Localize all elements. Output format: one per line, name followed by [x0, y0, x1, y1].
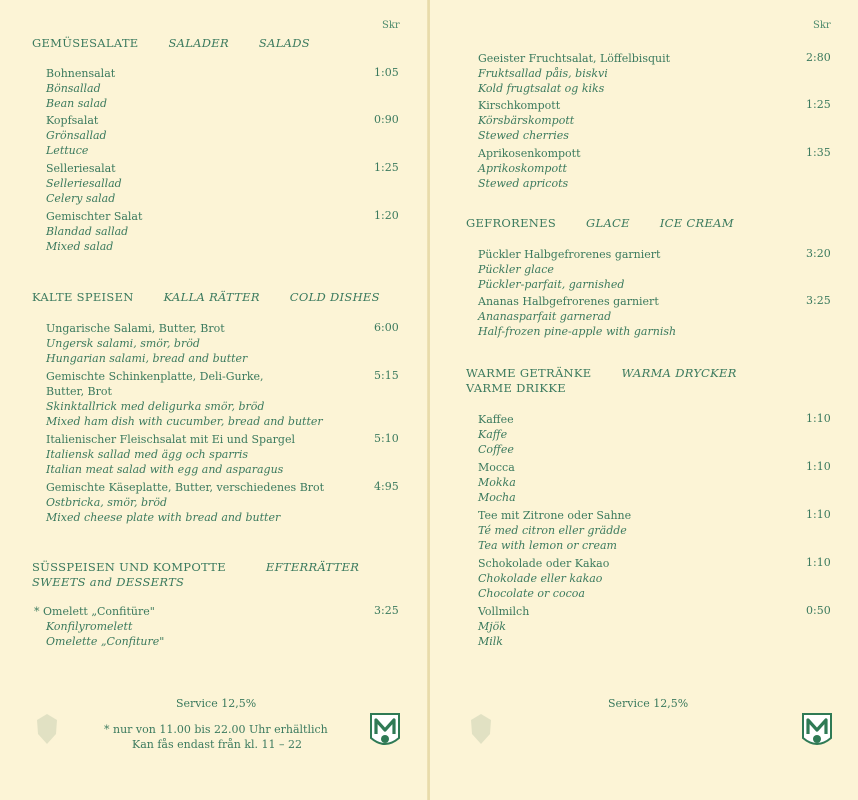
- price: 1:10: [806, 508, 831, 521]
- currency-label: Skr: [382, 20, 400, 31]
- emblem-icon: [34, 712, 60, 746]
- price: 1:05: [374, 66, 399, 79]
- service-charge: Service 12,5%: [176, 697, 257, 710]
- price: 5:10: [374, 432, 399, 445]
- currency-label: Skr: [813, 20, 831, 31]
- menu-item: Kopfsalat Grönsallad Lettuce: [46, 114, 107, 157]
- price: 0:50: [806, 604, 831, 617]
- menu-item: Gemischte Käseplatte, Butter, verschiedenes Brot Ostbricka, smör, bröd Mixed cheese plate with bread and butter: [46, 481, 325, 524]
- menu-item: Kaffee Kaffe Coffee: [478, 413, 514, 456]
- menu-item: Mocca Mokka Mocha: [478, 461, 516, 504]
- price: 3:25: [374, 604, 399, 617]
- menu-item: Aprikosenkompott Aprikoskompott Stewed apricots: [478, 147, 581, 190]
- price: 3:25: [806, 294, 831, 307]
- availability-note-sv: Kan fås endast från kl. 11 – 22: [132, 738, 303, 751]
- price: 5:15: [374, 369, 399, 382]
- menu-item: Schokolade oder Kakao Chokolade eller kakao Chocolate or cocoa: [478, 557, 610, 600]
- menu-item: Gemischter Salat Blandad sallad Mixed salad: [46, 210, 143, 253]
- price: 1:35: [806, 146, 831, 159]
- menu-item: Ungarische Salami, Butter, Brot Ungersk salami, smör, bröd Hungarian salami, bread and butter: [46, 322, 248, 365]
- menu-item: Geeister Fruchtsalat, Löffelbisquit Fruktsallad påis, biskvi Kold frugtsalat og kiks: [478, 52, 671, 95]
- salads-heading: GEMÜSESALATE SALADER SALADS: [32, 36, 310, 50]
- warm-drinks-heading: WARME GETRÄNKE WARMA DRYCKER VARME DRIKKE: [466, 366, 737, 395]
- service-charge: Service 12,5%: [608, 697, 689, 710]
- sweets-heading: SÜSSPEISEN UND KOMPOTTE EFTERRÄTTER SWEETS and DESSERTS: [32, 560, 360, 589]
- menu-item: Gemischte Schinkenplatte, Deli-Gurke, Butter, Brot Skinktallrick med deligurka smör, bröd Mixed ham dish with cucumber, bread and butter: [46, 370, 323, 428]
- menu-item: Tee mit Zitrone oder Sahne Té med citron eller grädde Tea with lemon or cream: [478, 509, 632, 552]
- menu-item: Bohnensalat Bönsallad Bean salad: [46, 67, 116, 110]
- menu-item: Italienischer Fleischsalat mit Ei und Spargel Italiensk sallad med ägg och sparris Italian meat salad with egg and asparagus: [46, 433, 295, 476]
- m-logo-icon: [800, 710, 834, 750]
- menu-item: Vollmilch Mjök Milk: [478, 605, 530, 648]
- ice-cream-heading: GEFRORENES GLACE ICE CREAM: [466, 216, 734, 230]
- menu-item: * Omelett „Confitüre" Konfilyromelett Omelette „Confiture": [34, 605, 165, 648]
- menu-item: Ananas Halbgefrorenes garniert Ananasparfait garnerad Half-frozen pine-apple with garnish: [478, 295, 677, 338]
- emblem-icon: [468, 712, 494, 746]
- cold-dishes-heading: KALTE SPEISEN KALLA RÄTTER COLD DISHES: [32, 290, 380, 304]
- menu-item: Kirschkompott Körsbärskompott Stewed cherries: [478, 99, 575, 142]
- left-page: [0, 0, 428, 800]
- right-page: [430, 0, 858, 800]
- menu-item: Pückler Halbgefrorenes garniert Pückler glace Pückler-parfait, garnished: [478, 248, 661, 291]
- availability-note-de: * nur von 11.00 bis 22.00 Uhr erhältlich: [104, 723, 328, 736]
- price: 1:20: [374, 209, 399, 222]
- price: 2:80: [806, 51, 831, 64]
- price: 6:00: [374, 321, 399, 334]
- price: 0:90: [374, 113, 399, 126]
- m-logo-icon: [368, 710, 402, 750]
- price: 1:10: [806, 460, 831, 473]
- price: 3:20: [806, 247, 831, 260]
- price: 1:25: [374, 161, 399, 174]
- price: 1:10: [806, 412, 831, 425]
- price: 1:25: [806, 98, 831, 111]
- menu-item: Selleriesalat Selleriesallad Celery salad: [46, 162, 122, 205]
- price: 1:10: [806, 556, 831, 569]
- price: 4:95: [374, 480, 399, 493]
